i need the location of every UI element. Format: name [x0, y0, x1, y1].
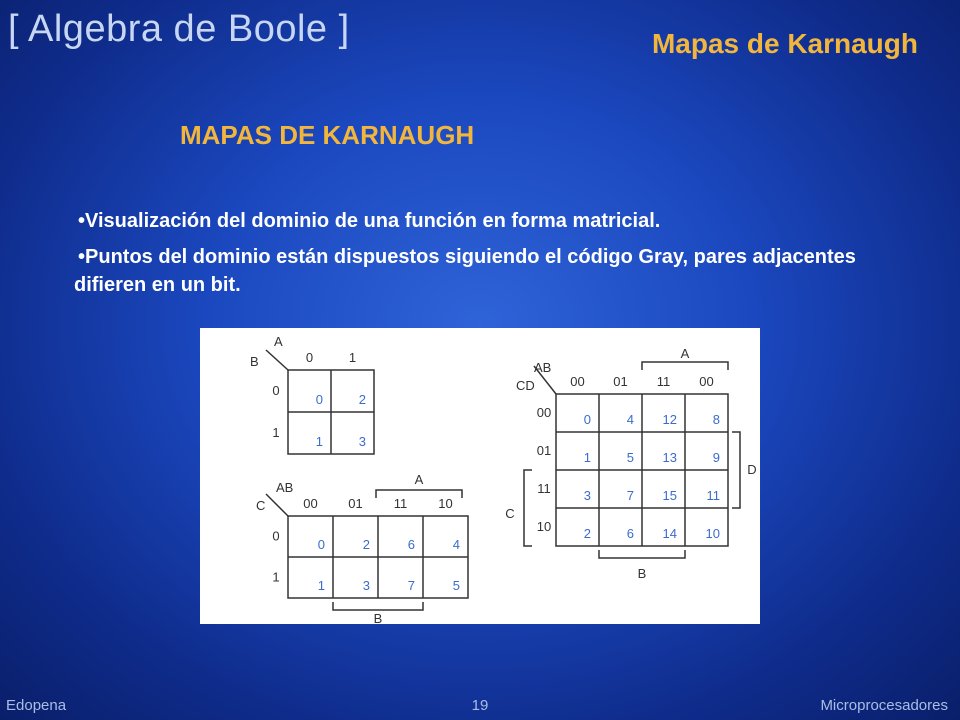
slide-title: [ Algebra de Boole ]	[8, 8, 350, 50]
var-side-label: B	[250, 354, 259, 369]
col-header: 1	[348, 350, 357, 365]
col-header: 00	[699, 374, 714, 389]
row-header: 1	[272, 569, 280, 585]
row-header: 10	[536, 519, 552, 534]
col-header: 00	[570, 374, 585, 389]
cell-minterm: 6	[626, 526, 634, 541]
bullet-list	[74, 207, 904, 307]
cell-minterm: 6	[407, 537, 415, 552]
cell-minterm: 4	[452, 537, 460, 552]
cell-minterm: 5	[452, 578, 460, 593]
cell-minterm: 14	[662, 526, 677, 541]
cell-minterm: 4	[626, 412, 634, 427]
cell-minterm: 0	[583, 412, 591, 427]
bracket-right-label: D	[747, 462, 757, 477]
kmap3	[256, 472, 460, 624]
cell-minterm: 15	[662, 488, 677, 503]
cell-minterm: 2	[362, 537, 370, 552]
cell-minterm: 3	[362, 578, 370, 593]
bullet-dot-icon: •	[78, 246, 86, 268]
bracket-left-label: C	[505, 506, 515, 521]
cell-minterm: 5	[626, 450, 634, 465]
var-top-label: AB	[534, 360, 552, 375]
bracket-bottom-label: B	[373, 611, 383, 624]
bullet-text: Puntos del dominio están dispuestos siguiendo el código Gray, pares adjacentes difieren en un bit.	[74, 246, 856, 296]
bracket-bottom-label: B	[637, 566, 647, 581]
var-side-label: C	[256, 498, 266, 513]
cell-minterm: 1	[317, 578, 325, 593]
cell-minterm: 1	[315, 434, 323, 449]
karnaugh-maps-figure	[200, 328, 760, 624]
row-header: 0	[272, 383, 280, 398]
cell-minterm: 11	[706, 488, 720, 503]
bullet-item	[74, 207, 904, 235]
row-header: 11	[537, 481, 551, 496]
cell-minterm: 8	[712, 412, 720, 427]
bullet-dot-icon: •	[78, 210, 86, 232]
footer-page-number: 19	[471, 697, 489, 714]
var-top-label: A	[274, 334, 283, 349]
bullet-item	[74, 243, 904, 299]
row-header: 0	[272, 528, 280, 544]
col-header: 11	[656, 374, 671, 389]
footer-course: Microprocesadores	[820, 697, 948, 714]
cell-minterm: 10	[705, 526, 720, 541]
row-header: 01	[536, 443, 552, 458]
col-header: 00	[303, 496, 318, 511]
row-header: 00	[536, 405, 552, 420]
cell-minterm: 13	[662, 450, 677, 465]
cell-minterm: 0	[315, 392, 323, 407]
col-header: 10	[438, 496, 453, 511]
cell-minterm: 9	[712, 450, 720, 465]
bullet-text: Visualización del dominio de una función en forma matricial.	[85, 210, 661, 232]
bracket-top-label: A	[414, 472, 424, 487]
slide-subtitle: Mapas de Karnaugh	[651, 28, 918, 59]
bracket-top-label: A	[680, 346, 690, 361]
footer-author: Edopena	[6, 697, 67, 714]
col-header: 11	[393, 496, 408, 511]
cell-minterm: 2	[358, 392, 366, 407]
col-header: 01	[348, 496, 363, 511]
karnaugh-maps-svg	[200, 328, 760, 624]
cell-minterm: 7	[407, 578, 415, 593]
var-top-label: AB	[276, 480, 294, 495]
row-header: 1	[272, 425, 280, 440]
cell-minterm: 2	[583, 526, 591, 541]
col-header: 01	[613, 374, 628, 389]
cell-minterm: 3	[583, 488, 591, 503]
section-heading: MAPAS DE KARNAUGH	[180, 120, 475, 150]
cell-minterm: 0	[317, 537, 325, 552]
var-side-label: CD	[516, 378, 535, 393]
cell-minterm: 3	[358, 434, 366, 449]
cell-minterm: 12	[662, 412, 677, 427]
col-header: 0	[305, 350, 314, 365]
cell-minterm: 1	[583, 450, 591, 465]
cell-minterm: 7	[626, 488, 634, 503]
